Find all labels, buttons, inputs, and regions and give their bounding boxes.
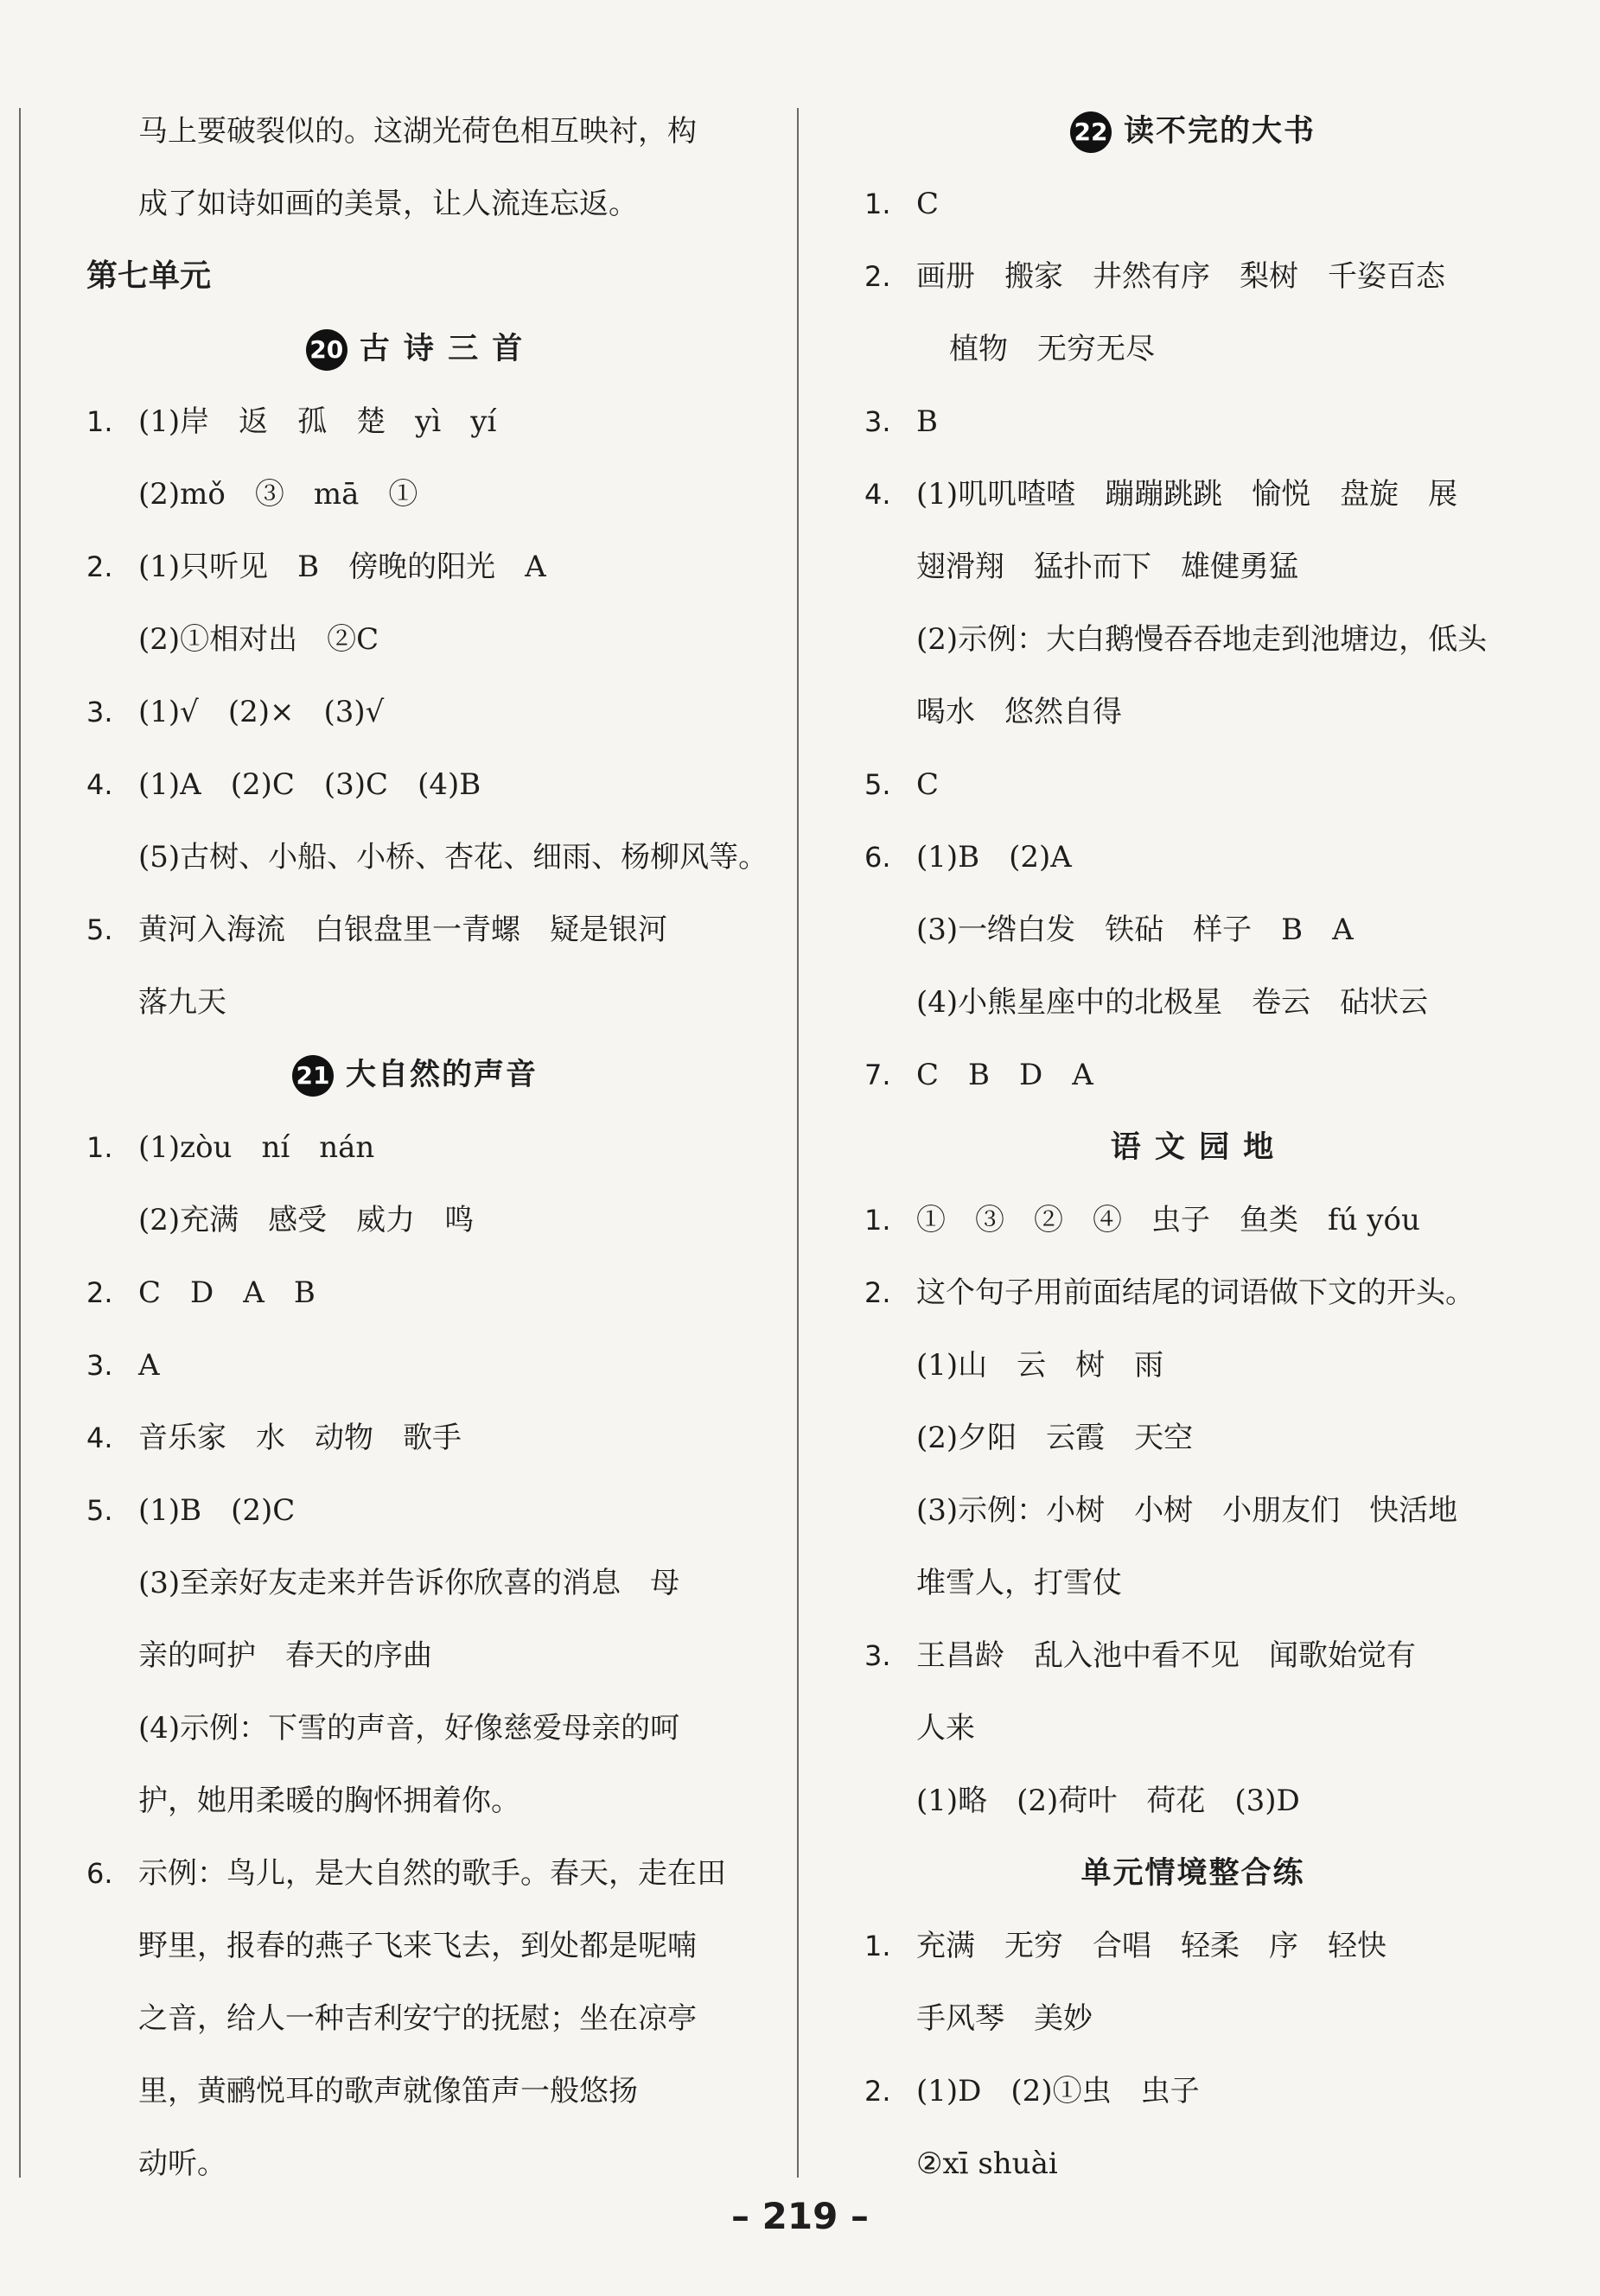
answer-line: (5)古树、小船、小桥、杏花、细雨、杨柳风等。: [138, 840, 768, 875]
lesson-heading: [86, 1039, 743, 1111]
answer-line: 堆雪人，打雪仗: [916, 1566, 1122, 1600]
answer-line: 里，黄鹂悦耳的歌声就像笛声一般悠扬: [138, 2074, 638, 2108]
lesson-number-badge: 21: [292, 1055, 334, 1097]
answer-line: 3. 王昌龄 乱入池中看不见 闻歌始觉有: [864, 1619, 1521, 1692]
answer-line: 7. C B D A: [864, 1039, 1521, 1111]
answer-line: 2. 画册 搬家 井然有序 梨树 千姿百态: [864, 240, 1521, 313]
page-number: – 219 –: [731, 2195, 869, 2237]
answer-line: 4. (1)叽叽喳喳 蹦蹦跳跳 愉悦 盘旋 展: [864, 458, 1521, 531]
question-number: 1.: [86, 1131, 113, 1164]
continued-text-line: 马上要破裂似的。这湖光荷色相互映衬，构: [138, 114, 697, 149]
right-column: [864, 95, 1521, 2200]
question-number: 3.: [86, 696, 113, 728]
question-number: 1.: [864, 188, 891, 220]
answer-line: (2)mǒ ③ mā ①: [138, 477, 418, 512]
answer-line: 1. C: [864, 168, 1521, 240]
answer-line: 3. A: [86, 1329, 743, 1402]
column-divider: [797, 108, 799, 2178]
answer-line: (2)示例：大白鹅慢吞吞地走到池塘边，低头: [916, 622, 1488, 657]
question-number: 7.: [864, 1059, 891, 1091]
question-number: 5.: [86, 1494, 113, 1527]
answer-line: 2. (1)只听见 B 傍晚的阳光 A: [86, 531, 743, 603]
question-number: 1.: [864, 1204, 891, 1237]
section-heading: 单元情境整合练: [1080, 1856, 1305, 1891]
answer-line: 手风琴 美妙: [916, 2001, 1093, 2036]
question-number: 6.: [86, 1857, 113, 1890]
answer-line: 人来: [916, 1711, 975, 1746]
answer-line: (2)夕阳 云霞 天空: [916, 1421, 1194, 1455]
question-number: 4.: [86, 768, 113, 801]
answer-line: (2)充满 感受 威力 鸣: [138, 1203, 475, 1237]
answer-line: (4)小熊星座中的北极星 卷云 砧状云: [916, 985, 1429, 1020]
answer-line: (2)①相对出 ②C: [138, 622, 379, 657]
answer-line: 之音，给人一种吉利安宁的抚慰；坐在凉亭: [138, 2001, 697, 2036]
question-number: 1.: [864, 1930, 891, 1962]
answer-line: 1. 充满 无穷 合唱 轻柔 序 轻快: [864, 1910, 1521, 1982]
question-number: 5.: [86, 913, 113, 946]
lesson-heading: [864, 95, 1521, 168]
lesson-number-badge: 20: [306, 329, 347, 371]
answer-line: 6. (1)B (2)A: [864, 821, 1521, 894]
answer-line: 1. (1)岸 返 孤 楚 yì yí: [86, 385, 743, 458]
answer-line: 2. (1)D (2)①虫 虫子: [864, 2055, 1521, 2127]
answer-line: 3. B: [864, 385, 1521, 458]
question-number: 3.: [864, 405, 891, 438]
answer-line: 6. 示例：鸟儿，是大自然的歌手。春天，走在田: [86, 1837, 743, 1910]
question-number: 6.: [864, 841, 891, 874]
question-number: 2.: [86, 550, 113, 583]
answer-line: 喝水 悠然自得: [916, 695, 1122, 729]
question-number: 3.: [864, 1639, 891, 1672]
question-number: 2.: [864, 260, 891, 293]
answer-line: 3. (1)√ (2)× (3)√: [86, 676, 743, 748]
answer-line: (3)至亲好友走来并告诉你欣喜的消息 母: [138, 1566, 680, 1600]
answer-line: 2. 这个句子用前面结尾的词语做下文的开头。: [864, 1256, 1521, 1329]
lesson-title: 古 诗 三 首: [359, 332, 525, 366]
question-number: 4.: [864, 478, 891, 511]
answer-line: (3)一绺白发 铁砧 样子 B A: [916, 913, 1354, 947]
answer-line: 1. ① ③ ② ④ 虫子 鱼类 fú yóu: [864, 1184, 1521, 1256]
section-heading: 语 文 园 地: [1110, 1130, 1276, 1165]
question-number: 2.: [86, 1276, 113, 1309]
answer-line: 落九天: [138, 985, 226, 1020]
answer-line: 4. (1)A (2)C (3)C (4)B: [86, 748, 743, 821]
answer-line: 护，她用柔暖的胸怀拥着你。: [138, 1784, 520, 1818]
question-number: 4.: [86, 1421, 113, 1454]
answer-line: 亲的呵护 春天的序曲: [138, 1638, 432, 1673]
answer-line: (1)山 云 树 雨: [916, 1348, 1164, 1383]
answer-line: 5. (1)B (2)C: [86, 1474, 743, 1547]
question-number: 1.: [86, 405, 113, 438]
answer-line: (4)示例：下雪的声音，好像慈爱母亲的呵: [138, 1711, 680, 1746]
answer-line: 2. C D A B: [86, 1256, 743, 1329]
answer-line: 5. 黄河入海流 白银盘里一青螺 疑是银河: [86, 894, 743, 966]
answer-line: 5. C: [864, 748, 1521, 821]
answer-line: 翅滑翔 猛扑而下 雄健勇猛: [916, 550, 1298, 584]
left-margin-rule: [19, 108, 21, 2178]
lesson-number-badge: 22: [1070, 111, 1112, 153]
question-number: 3.: [86, 1349, 113, 1382]
question-number: 2.: [864, 2075, 891, 2108]
lesson-title: 大自然的声音: [345, 1058, 538, 1092]
lesson-heading: [86, 313, 743, 385]
answer-line: 动听。: [138, 2147, 226, 2181]
answer-line: 1. (1)zòu ní nán: [86, 1111, 743, 1184]
question-number: 5.: [864, 768, 891, 801]
lesson-title: 读不完的大书: [1123, 114, 1316, 149]
unit-title: 第七单元: [86, 258, 212, 294]
answer-line: 植物 无穷无尽: [949, 332, 1155, 366]
answer-line: (3)示例：小树 小树 小朋友们 快活地: [916, 1493, 1458, 1528]
question-number: 2.: [864, 1276, 891, 1309]
answer-line: (1)略 (2)荷叶 荷花 (3)D: [916, 1784, 1300, 1818]
answer-line: 野里，报春的燕子飞来飞去，到处都是呢喃: [138, 1929, 697, 1963]
left-column: [86, 95, 768, 2200]
answer-line: ②xī shuài: [916, 2147, 1058, 2181]
answer-line: 4. 音乐家 水 动物 歌手: [86, 1402, 743, 1474]
continued-text-line: 成了如诗如画的美景，让人流连忘返。: [138, 187, 638, 221]
